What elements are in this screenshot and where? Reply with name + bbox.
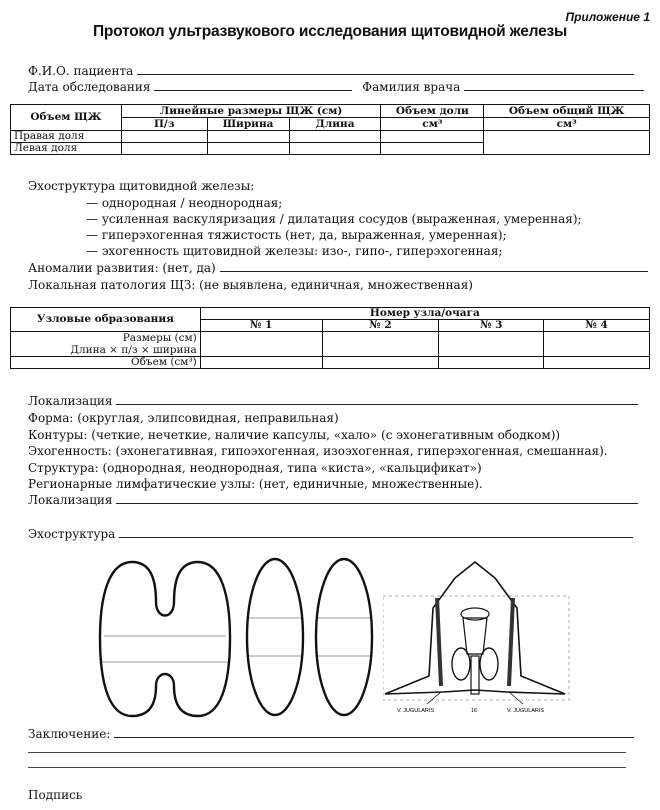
table-cell[interactable] (544, 357, 650, 369)
patient-name-row (28, 63, 634, 78)
echostructure2-row (28, 526, 633, 542)
table-cell[interactable] (207, 143, 289, 155)
neck-cross-section-diagram[interactable] (383, 558, 573, 718)
sub-length: Длина (289, 118, 381, 131)
patient-name-label: Ф.И.О. пациента (28, 64, 134, 78)
row-volume: Объем (см³) (11, 357, 201, 369)
localization2-field[interactable] (116, 492, 638, 504)
row-size-detail: Длина × п/з × ширина (70, 344, 197, 356)
total-volume-cell[interactable] (484, 131, 650, 155)
sub-width: Ширина (207, 118, 289, 131)
table-cell[interactable] (322, 332, 439, 357)
conclusion-line-2[interactable] (28, 752, 626, 753)
thyroid-front-diagram[interactable] (98, 558, 232, 718)
table-cell[interactable] (322, 357, 439, 369)
shape-label: Форма: (округлая, элипсовидная, неправильная) (28, 411, 339, 425)
col-linear-sizes: Линейные размеры ЩЖ (см) (121, 105, 381, 118)
label-jugular-left: V. JUGULARIS (397, 708, 435, 714)
conclusion-label: Заключение: (28, 727, 111, 741)
table-cell[interactable] (200, 332, 322, 357)
table-cell[interactable] (439, 357, 544, 369)
table-cell[interactable] (121, 131, 207, 143)
larynx-outline (463, 618, 487, 654)
doctor-label: Фамилия врача (362, 80, 461, 94)
doctor-field[interactable] (464, 79, 644, 91)
jugular-veins (437, 598, 513, 686)
col-nodes: Узловые образования (11, 308, 201, 332)
sub-ap: П/з (121, 118, 207, 131)
row-size-label: Размеры (см) (122, 332, 197, 344)
node-number-1: № 1 (200, 320, 322, 332)
table-cell[interactable] (381, 131, 484, 143)
row-size (11, 332, 201, 357)
table-cell[interactable] (200, 357, 322, 369)
table-cell[interactable] (121, 143, 207, 155)
thyroid-right-lobe (452, 648, 470, 680)
table-cell[interactable] (289, 143, 381, 155)
echostructure-item: — однородная / неоднородная; (86, 196, 283, 210)
page-title: Протокол ультразвукового исследования щитовидной железы (92, 23, 568, 40)
pointer-line (509, 692, 523, 704)
table-cell[interactable] (381, 143, 484, 155)
localization-label: Локализация (28, 394, 113, 408)
exam-date-label: Дата обследования (28, 80, 151, 94)
echostructure-item: — усиленная васкуляризация / дилатация сосудов (выраженная, умеренная); (86, 212, 582, 226)
conclusion-line-3[interactable] (28, 767, 626, 768)
lobe-outline (247, 559, 303, 715)
lobe-sagittal-diagram-1[interactable] (244, 556, 306, 718)
table-cell[interactable] (207, 131, 289, 143)
pointer-line (427, 692, 441, 704)
col-lobe-volume: Объем доли (381, 105, 484, 118)
conclusion-row (28, 726, 634, 742)
col-total-volume: Объем общий ЩЖ (484, 105, 650, 118)
echogenicity-label: Эхогенность: (эхонегативная, гипоэхогенная, изоэхогенная, гиперэхогенная, смешанная). (28, 444, 608, 458)
conclusion-field[interactable] (114, 726, 634, 738)
anomalies-row (28, 260, 648, 276)
node-number-4: № 4 (544, 320, 650, 332)
anomalies-label: Аномалии развития: (нет, да) (28, 261, 216, 275)
label-jugular-right: V. JUGULARIS (507, 708, 545, 714)
node-number-3: № 3 (439, 320, 544, 332)
table-row (11, 131, 650, 143)
table-cell[interactable] (289, 131, 381, 143)
node-number-2: № 2 (322, 320, 439, 332)
thyroid-front-outline (100, 562, 230, 716)
total-unit: см³ (484, 118, 650, 131)
neck-outline (385, 578, 565, 694)
nodes-table (10, 307, 650, 369)
col-node-number: Номер узла/очага (200, 308, 649, 320)
structure-label: Структура: (однородная, неоднородная, типа «киста», «кальцификат») (28, 461, 482, 475)
exam-date-field[interactable] (154, 79, 352, 91)
volume-table (10, 104, 650, 155)
echostructure2-field[interactable] (119, 526, 633, 538)
label-number: 16 (471, 708, 478, 714)
signature-label: Подпись (28, 788, 83, 802)
col-organ: Объем ЩЖ (11, 105, 122, 131)
localization2-label: Локализация (28, 493, 113, 507)
lobe-unit: см³ (381, 118, 484, 131)
row-left-lobe: Левая доля (11, 143, 122, 155)
anomalies-field[interactable] (220, 260, 648, 272)
exam-date-row (28, 79, 644, 94)
local-pathology-label: Локальная патология ЩЗ: (не выявлена, единичная, множественная) (28, 278, 473, 292)
table-cell[interactable] (439, 332, 544, 357)
localization2-row (28, 492, 638, 508)
lymph-nodes-label: Регионарные лимфатические узлы: (нет, единичные, множественные). (28, 477, 483, 491)
table-row (11, 332, 650, 357)
contours-label: Контуры: (четкие, нечеткие, наличие капсулы, «хало» (с эхонегативным ободком)) (28, 428, 561, 442)
echostructure-item: — эхогенность щитовидной железы: изо-, гипо-, гиперэхогенная; (86, 244, 503, 258)
patient-name-field[interactable] (137, 63, 634, 75)
appendix-label: Приложение 1 (565, 10, 650, 24)
lobe-outline (316, 559, 372, 715)
lobe-sagittal-diagram-2[interactable] (313, 556, 375, 718)
table-row (11, 357, 650, 369)
trachea-outline (471, 656, 479, 694)
echostructure-heading: Эхоструктура щитовидной железы: (28, 179, 255, 193)
thyroid-left-lobe (480, 648, 498, 680)
localization-row (28, 393, 638, 409)
echostructure2-label: Эхоструктура (28, 527, 116, 541)
echostructure-item: — гиперэхогенная тяжистость (нет, да, выраженная, умеренная); (86, 228, 507, 242)
row-right-lobe: Правая доля (11, 131, 122, 143)
table-cell[interactable] (544, 332, 650, 357)
localization-field[interactable] (116, 393, 638, 405)
chin-outline (455, 562, 495, 578)
